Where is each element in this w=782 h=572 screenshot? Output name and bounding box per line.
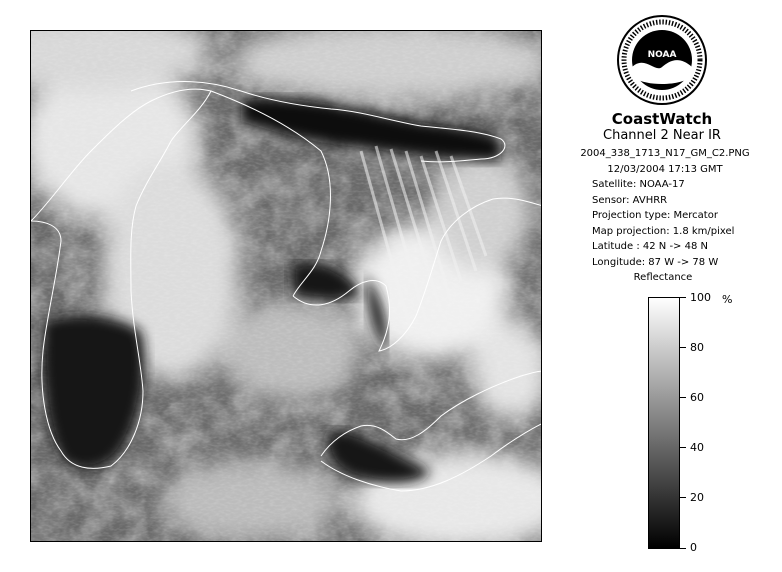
scale-unit: % (722, 293, 733, 306)
channel-subtitle: Channel 2 Near IR (603, 128, 721, 143)
scale-tick (680, 548, 686, 549)
map-projection-label: Map projection: 1.8 km/pixel (592, 225, 735, 237)
scale-tick-label: 80 (690, 341, 704, 354)
latitude-label: Latitude : 42 N -> 48 N (592, 241, 708, 252)
scale-tick (680, 447, 686, 448)
metadata-block (565, 146, 765, 270)
scale-tick-label: 60 (690, 391, 704, 404)
scale-tick (680, 347, 686, 348)
scale-tick (680, 497, 686, 498)
datetime-label: 12/03/2004 17:13 GMT (607, 163, 723, 175)
scale-tick-label: 100 (690, 291, 711, 304)
scale-tick-label: 40 (690, 441, 704, 454)
satellite-image-svg (31, 31, 542, 542)
filename-label: 2004_338_1713_N17_GM_C2.PNG (580, 148, 750, 159)
satellite-label: Satellite: NOAA-17 (592, 179, 685, 190)
scale-tick (680, 397, 686, 398)
logo-center-text: NOAA (647, 50, 677, 60)
scale-tick (680, 297, 686, 298)
scale-tick-label: 0 (690, 541, 697, 554)
satellite-image (30, 30, 542, 542)
noaa-seal-icon (617, 15, 707, 105)
scale-tick-label: 20 (690, 491, 704, 504)
scale-title: Reflectance (633, 272, 693, 283)
reflectance-colorbar (648, 297, 680, 549)
sensor-label: Sensor: AVHRR (592, 194, 668, 206)
page-title: CoastWatch (611, 110, 713, 128)
longitude-label: Longitude: 87 W -> 78 W (592, 256, 719, 268)
projection-type-label: Projection type: Mercator (592, 210, 718, 221)
